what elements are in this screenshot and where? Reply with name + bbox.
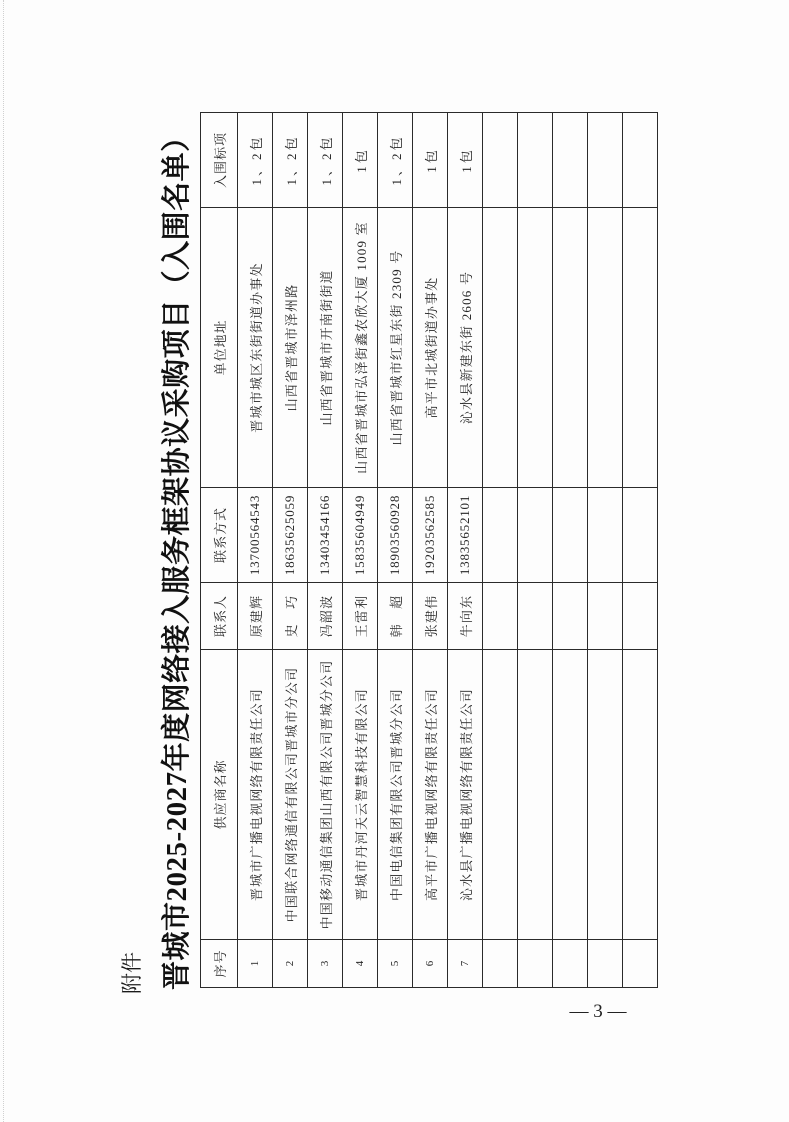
attachment-label: 附件: [120, 952, 144, 994]
cell-contact-person: 韩 超: [378, 583, 413, 650]
cell-address: 山西省晋城市红星东街 2309 号: [378, 208, 413, 488]
cell-index: 5: [378, 940, 413, 988]
cell-address: 山西省晋城市泽州路: [273, 208, 308, 488]
empty-cell: [623, 488, 658, 583]
cell-contact-person: 冯韶波: [308, 583, 343, 650]
table-row: [273, 113, 308, 988]
cell-phone: 19203562585: [413, 488, 448, 583]
cell-lots: 1、2包: [378, 113, 413, 208]
cell-lots: 1、2包: [238, 113, 273, 208]
empty-cell: [588, 940, 623, 988]
header-address: 单位地址: [201, 208, 238, 488]
cell-index: 3: [308, 940, 343, 988]
cell-phone: 15835604949: [343, 488, 378, 583]
cell-index: 2: [273, 940, 308, 988]
header-supplier-name: 供应商名称: [201, 650, 238, 940]
empty-cell: [483, 113, 518, 208]
cell-index: 1: [238, 940, 273, 988]
cell-supplier-name: 中国电信集团有限公司晋城分公司: [378, 650, 413, 940]
table-row: [238, 113, 273, 988]
empty-cell: [623, 208, 658, 488]
empty-cell: [553, 650, 588, 940]
table-row: [413, 113, 448, 988]
cell-phone: 13403454166: [308, 488, 343, 583]
rotated-landscape-content: [110, 100, 670, 1000]
cell-lots: 1包: [448, 113, 483, 208]
cell-lots: 1、2包: [308, 113, 343, 208]
cell-address: 高平市北城街道办事处: [413, 208, 448, 488]
empty-cell: [518, 940, 553, 988]
cell-contact-person: 张建伟: [413, 583, 448, 650]
cell-lots: 1包: [343, 113, 378, 208]
empty-cell: [553, 113, 588, 208]
empty-cell: [553, 208, 588, 488]
table-body: [238, 113, 658, 988]
document-title: 晋城市2025-2027年度网络接入服务框架协议采购项目（入围名单）: [161, 122, 193, 990]
empty-table-row: [553, 113, 588, 988]
empty-cell: [518, 208, 553, 488]
empty-table-row: [623, 113, 658, 988]
cell-contact-person: 王雷利: [343, 583, 378, 650]
cell-lots: 1、2包: [273, 113, 308, 208]
empty-table-row: [588, 113, 623, 988]
header-lots: 入围标项: [201, 113, 238, 208]
cell-index: 4: [343, 940, 378, 988]
cell-contact-person: 史 巧: [273, 583, 308, 650]
empty-cell: [588, 583, 623, 650]
cell-lots: 1包: [413, 113, 448, 208]
empty-cell: [483, 650, 518, 940]
cell-address: 晋城市城区东街街道办事处: [238, 208, 273, 488]
empty-cell: [623, 940, 658, 988]
cell-supplier-name: 中国移动通信集团山西有限公司晋城分公司: [308, 650, 343, 940]
empty-cell: [483, 208, 518, 488]
empty-cell: [483, 940, 518, 988]
cell-phone: 18635625059: [273, 488, 308, 583]
table-row: [448, 113, 483, 988]
cell-supplier-name: 高平市广播电视网络有限责任公司: [413, 650, 448, 940]
empty-cell: [588, 113, 623, 208]
table-row: [378, 113, 413, 988]
table-row: [343, 113, 378, 988]
cell-address: 沁水县新建东街 2606 号: [448, 208, 483, 488]
cell-address: 山西省晋城市开南街街道: [308, 208, 343, 488]
empty-cell: [553, 583, 588, 650]
empty-cell: [518, 488, 553, 583]
empty-cell: [623, 113, 658, 208]
table-header-row: [201, 113, 238, 988]
cell-supplier-name: 中国联合网络通信有限公司晋城市分公司: [273, 650, 308, 940]
cell-supplier-name: 晋城市广播电视网络有限责任公司: [238, 650, 273, 940]
cell-contact-person: 牛向东: [448, 583, 483, 650]
cell-address: 山西省晋城市弘泽街鑫农欣大厦 1009 室: [343, 208, 378, 488]
empty-cell: [518, 583, 553, 650]
empty-cell: [588, 650, 623, 940]
header-contact-person: 联系人: [201, 583, 238, 650]
empty-cell: [483, 488, 518, 583]
empty-cell: [623, 650, 658, 940]
page-number: — 3 —: [569, 1001, 627, 1022]
cell-contact-person: 原建辉: [238, 583, 273, 650]
empty-cell: [483, 583, 518, 650]
empty-cell: [518, 650, 553, 940]
empty-cell: [623, 583, 658, 650]
scan-edge-line: [3, 0, 4, 1122]
header-phone: 联系方式: [201, 488, 238, 583]
cell-phone: 13835652101: [448, 488, 483, 583]
empty-table-row: [518, 113, 553, 988]
cell-phone: 13700564543: [238, 488, 273, 583]
cell-phone: 18903560928: [378, 488, 413, 583]
table-row: [308, 113, 343, 988]
shortlist-table: [200, 112, 658, 988]
empty-cell: [588, 488, 623, 583]
empty-table-row: [483, 113, 518, 988]
empty-cell: [588, 208, 623, 488]
empty-cell: [553, 488, 588, 583]
cell-index: 7: [448, 940, 483, 988]
empty-cell: [553, 940, 588, 988]
cell-supplier-name: 沁水县广播电视网络有限责任公司: [448, 650, 483, 940]
empty-cell: [518, 113, 553, 208]
cell-index: 6: [413, 940, 448, 988]
cell-supplier-name: 晋城市丹河天云智慧科技有限公司: [343, 650, 378, 940]
header-index: 序号: [201, 940, 238, 988]
